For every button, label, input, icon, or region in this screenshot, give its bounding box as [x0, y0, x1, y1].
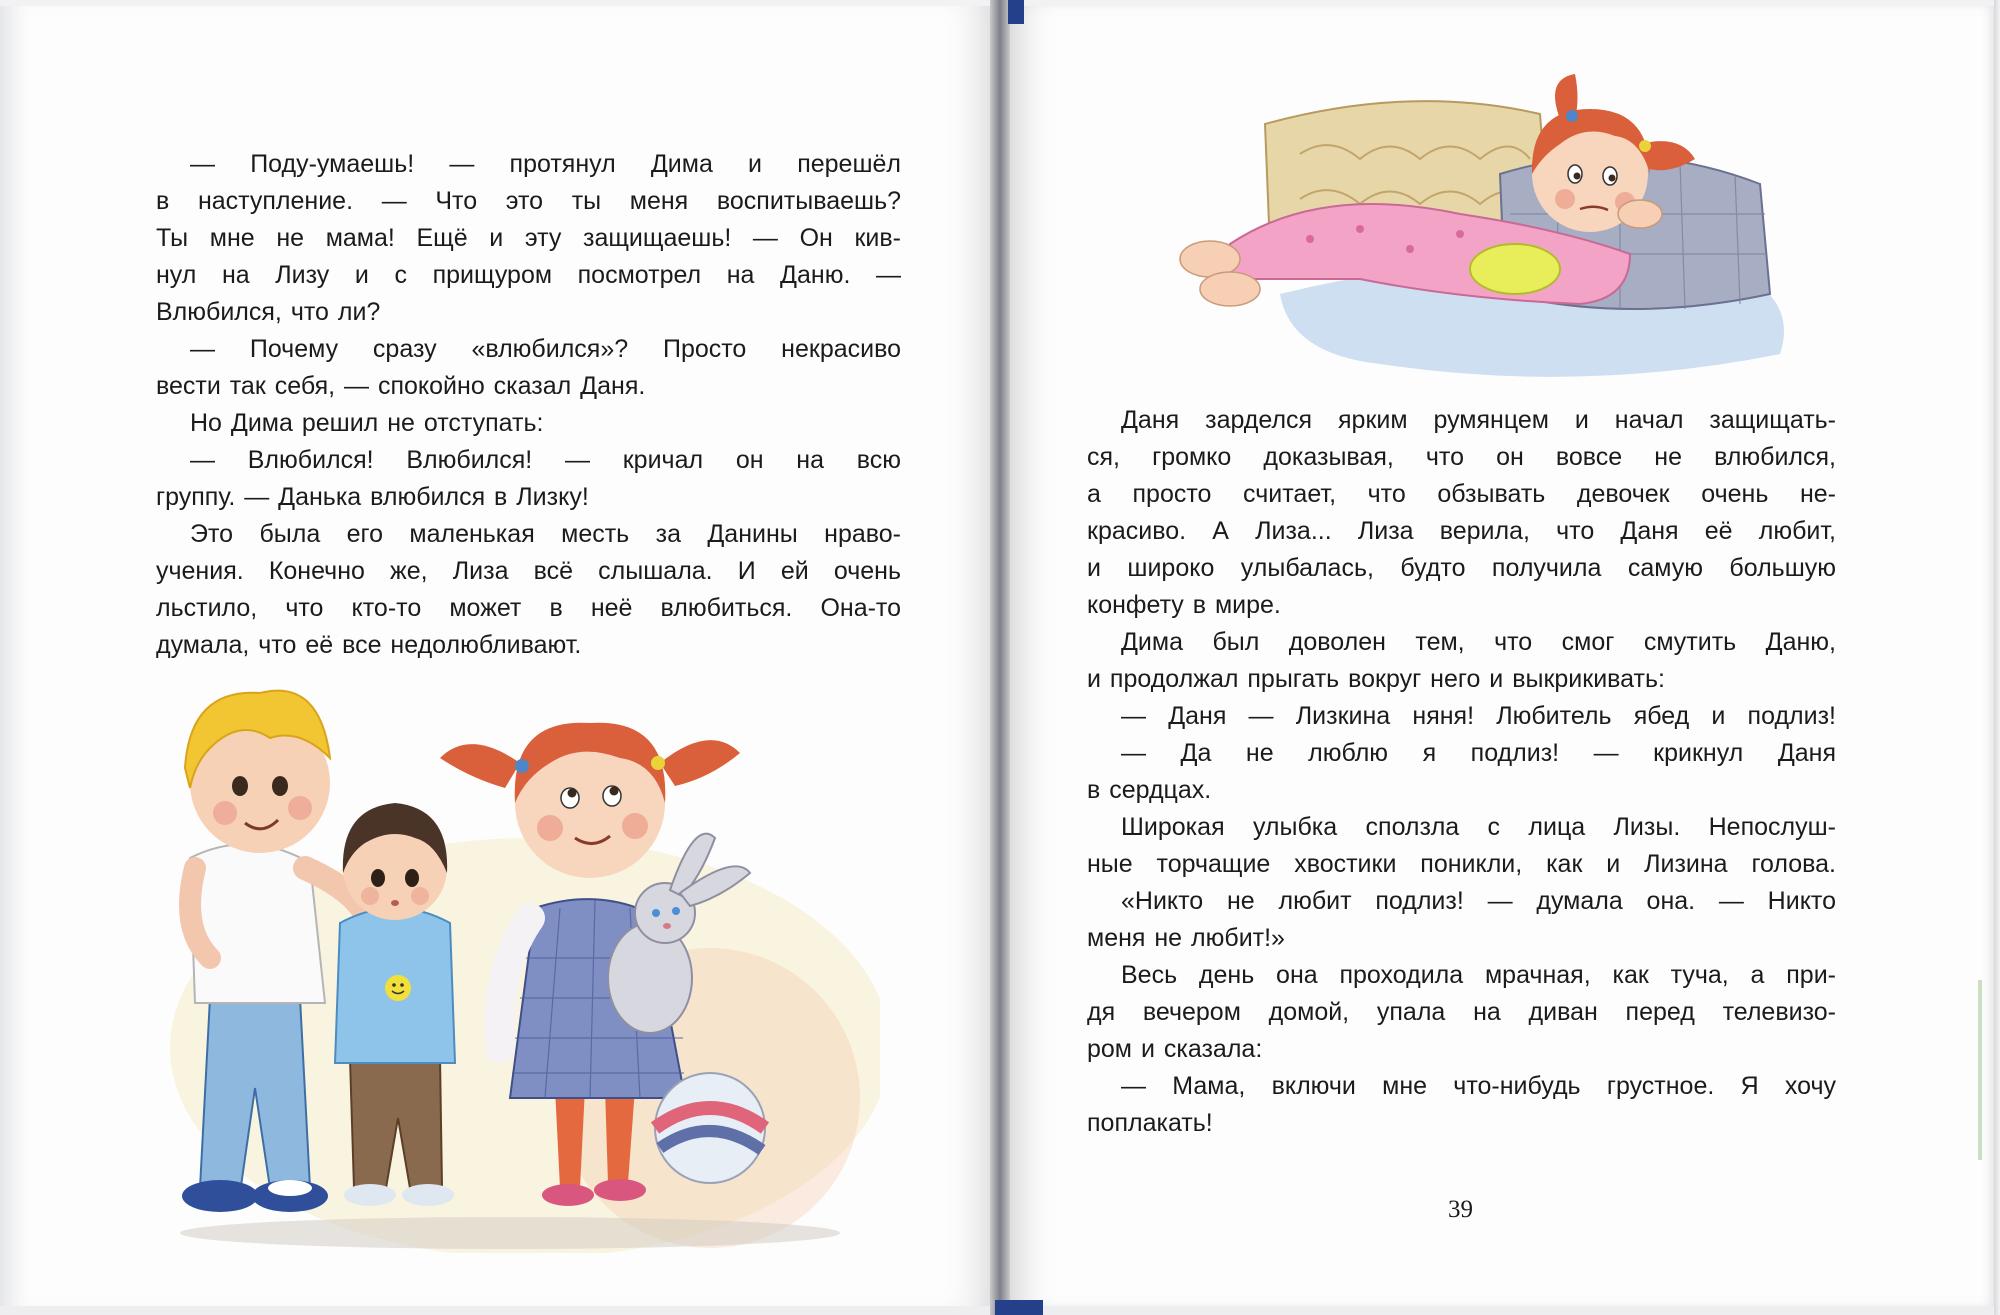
text-line: нул на Лизу и с прищуром посмотрел на Даню. — — [156, 261, 901, 289]
text-line: — Да не люблю я подлиз! — крикнул Даня — [1121, 739, 1836, 767]
text-line: в наступление. — Что это ты меня воспитываешь? — [156, 187, 901, 215]
text-line: — Мама, включи мне что-нибудь грустное. Я хочу — [1121, 1072, 1836, 1100]
text-line: поплакать! — [1087, 1109, 1213, 1137]
text-line: Даня зарделся ярким румянцем и начал защищать- — [1121, 406, 1836, 434]
text-line: учения. Конечно же, Лиза всё слышала. И ей очень — [156, 557, 901, 585]
page-number: 39 — [1448, 1196, 1473, 1223]
text-line: Влюбился, что ли? — [156, 298, 381, 326]
text-line: «Никто не любит подлиз! — думала она. — Никто — [1121, 887, 1836, 915]
text-line: меня не любит!» — [1087, 924, 1285, 952]
text-line: льстило, что кто-то может в неё влюбиться. Она-то — [156, 594, 901, 622]
book-spine — [990, 0, 1010, 1315]
girl-lying-on-pillows-illustration — [1160, 64, 1810, 389]
text-line: группу. — Данька влюбился в Лизку! — [156, 483, 589, 511]
text-line: Это была его маленькая месть за Данины нраво- — [190, 520, 901, 548]
text-line: а просто считает, что обзывать девочек очень не- — [1087, 480, 1836, 508]
text-line: ные торчащие хвостики поникли, как и Лизина голова. — [1087, 850, 1836, 878]
text-line: Дима был доволен тем, что смог смутить Даню, — [1121, 628, 1836, 656]
text-line: красиво. А Лиза... Лиза верила, что Даня её любит, — [1087, 517, 1836, 545]
text-line: конфету в мире. — [1087, 591, 1281, 619]
bookmark-ribbon-bottom — [995, 1300, 1043, 1315]
text-line: — Поду-умаешь! — протянул Дима и перешёл — [190, 150, 901, 178]
text-line: Широкая улыбка сползла с лица Лизы. Непослуш- — [1121, 813, 1836, 841]
text-line: в сердцах. — [1087, 776, 1212, 804]
text-line: Весь день она проходила мрачная, как туча, а при- — [1121, 961, 1836, 989]
ball — [655, 1073, 765, 1183]
text-line: ся, громко доказывая, что он вовсе не влюбился, — [1087, 443, 1836, 471]
page-edge-tint — [1978, 980, 1982, 1160]
text-line: ром и сказала: — [1087, 1035, 1263, 1063]
page-edge-right — [1994, 0, 2000, 1315]
text-line: — Влюбился! Влюбился! — кричал он на всю — [190, 446, 901, 474]
right-page-text — [1087, 402, 1836, 1142]
three-children-illustration — [150, 668, 880, 1253]
page-edge — [0, 6, 30, 1306]
text-line: и продолжал прыгать вокруг него и выкрикивать: — [1087, 665, 1665, 693]
text-line: вести так себя, — спокойно сказал Даня. — [156, 372, 646, 400]
text-line: Но Дима решил не отступать: — [190, 409, 544, 437]
text-line: — Даня — Лизкина няня! Любитель ябед и подлиз! — [1121, 702, 1836, 730]
text-line: дя вечером домой, упала на диван перед телевизо- — [1087, 998, 1836, 1026]
text-line: и широко улыбалась, будто получила самую большую — [1087, 554, 1836, 582]
text-line: Ты мне не мама! Ещё и эту защищаешь! — Он кив- — [156, 224, 901, 252]
bookmark-ribbon-top — [1008, 0, 1024, 24]
left-page-text — [156, 146, 901, 664]
text-line: думала, что её все недолюбливают. — [156, 631, 582, 659]
text-line: — Почему сразу «влюбился»? Просто некрасиво — [190, 335, 901, 363]
